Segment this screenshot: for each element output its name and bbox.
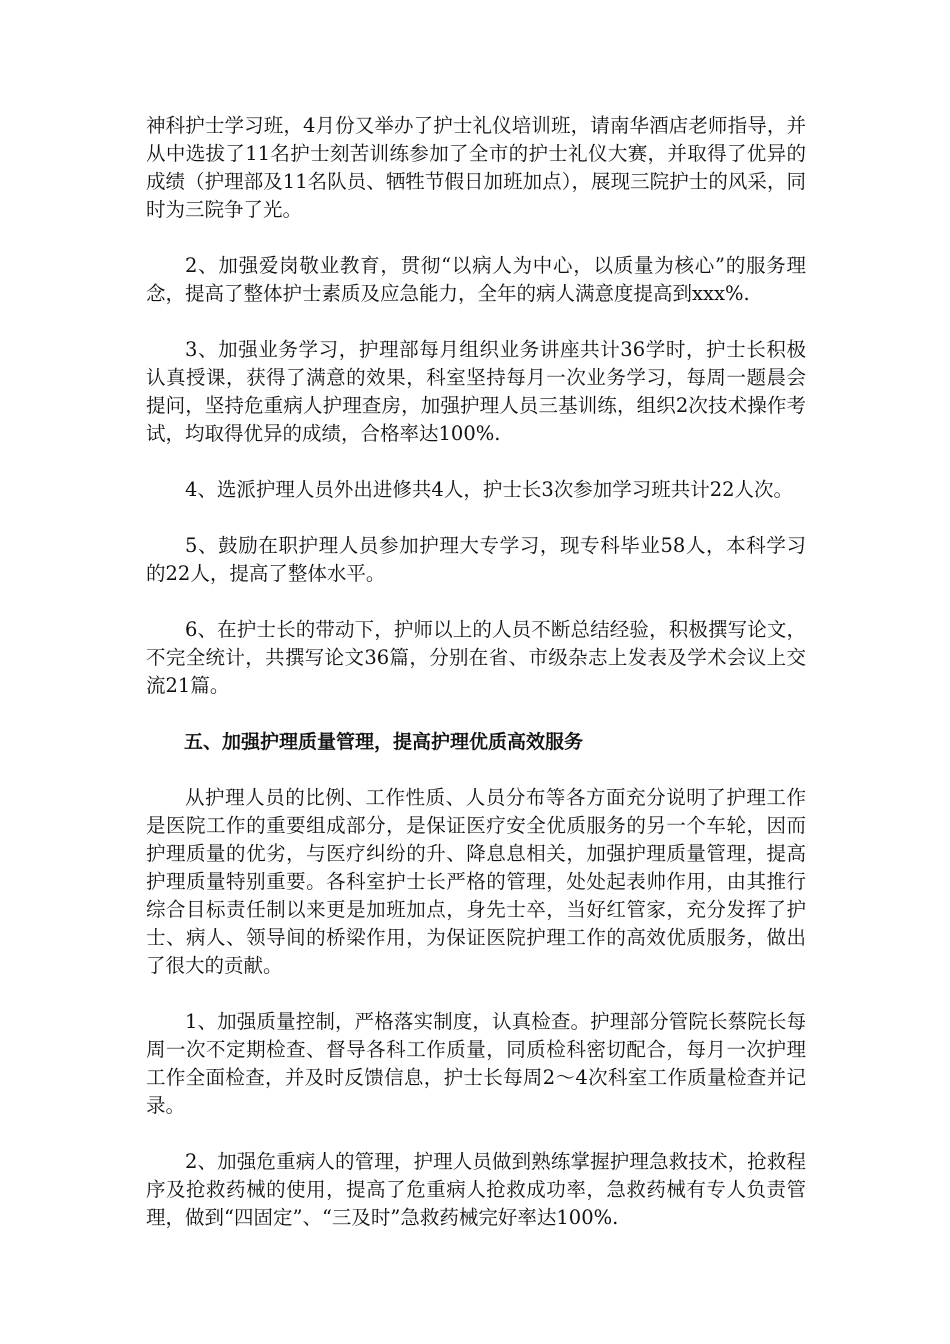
paragraph-item-5: 5、鼓励在职护理人员参加护理大专学习，现专科毕业58人，本科学习的22人，提高了整体水平。 bbox=[146, 534, 806, 585]
paragraph-item-6: 6、在护士长的带动下，护师以上的人员不断总结经验，积极撰写论文，不完全统计，共撰写论文36篇，分别在省、市级杂志上发表及学术会议上交流21篇。 bbox=[146, 618, 806, 697]
section-heading: 五、加强护理质量管理，提高护理优质高效服务 bbox=[184, 731, 584, 753]
section-intro-paragraph: 从护理人员的比例、工作性质、人员分布等各方面充分说明了护理工作是医院工作的重要组成部分，是保证医疗安全优质服务的另一个车轮，因而护理质量的优劣，与医疗纠纷的升、降息息相关，加强护理质量管理，提高护理质量特别重要。各科室护士长严格的管理，处处起表帅作用，由其推行综合目标责任制以来更是加班加点，身先士卒，当好红管家，充分发挥了护士、病人、领导间的桥梁作用，为保证医院护理工作的高效优质服务，做出了很大的贡献。 bbox=[146, 786, 806, 977]
paragraph-item-4: 4、选派护理人员外出进修共4人，护士长3次参加学习班共计22人次。 bbox=[185, 478, 794, 501]
paragraph-quality-item-2: 2、加强危重病人的管理，护理人员做到熟练掌握护理急救技术，抢救程序及抢救药械的使用，提高了危重病人抢救成功率，急救药械有专人负责管理，做到“四固定”、“三及时”急救药械完好率达100%. bbox=[146, 1150, 806, 1229]
document-body bbox=[146, 112, 806, 1260]
paragraph-quality-item-1: 1、加强质量控制，严格落实制度，认真检查。护理部分管院长蔡院长每周一次不定期检查、督导各科工作质量，同质检科密切配合，每月一次护理工作全面检查，并及时反馈信息，护士长每周2～4次科室工作质量检查并记录。 bbox=[146, 1010, 806, 1117]
paragraph-continuation: 神科护士学习班，4月份又举办了护士礼仪培训班，请南华酒店老师指导，并从中选拔了11名护士刻苦训练参加了全市的护士礼仪大赛，并取得了优异的成绩（护理部及11名队员、牺牲节假日加班加点），展现三院护士的风采，同时为三院争了光。 bbox=[146, 114, 806, 221]
paragraph-item-2: 2、加强爱岗敬业教育，贯彻“以病人为中心，以质量为核心”的服务理念，提高了整体护士素质及应急能力，全年的病人满意度提高到xxx%. bbox=[146, 254, 806, 305]
paragraph-item-3: 3、加强业务学习，护理部每月组织业务讲座共计36学时，护士长积极认真授课，获得了满意的效果，科室坚持每月一次业务学习，每周一题晨会提问，坚持危重病人护理查房，加强护理人员三基训练，组织2次技术操作考试，均取得优异的成绩，合格率达100%. bbox=[146, 338, 806, 445]
